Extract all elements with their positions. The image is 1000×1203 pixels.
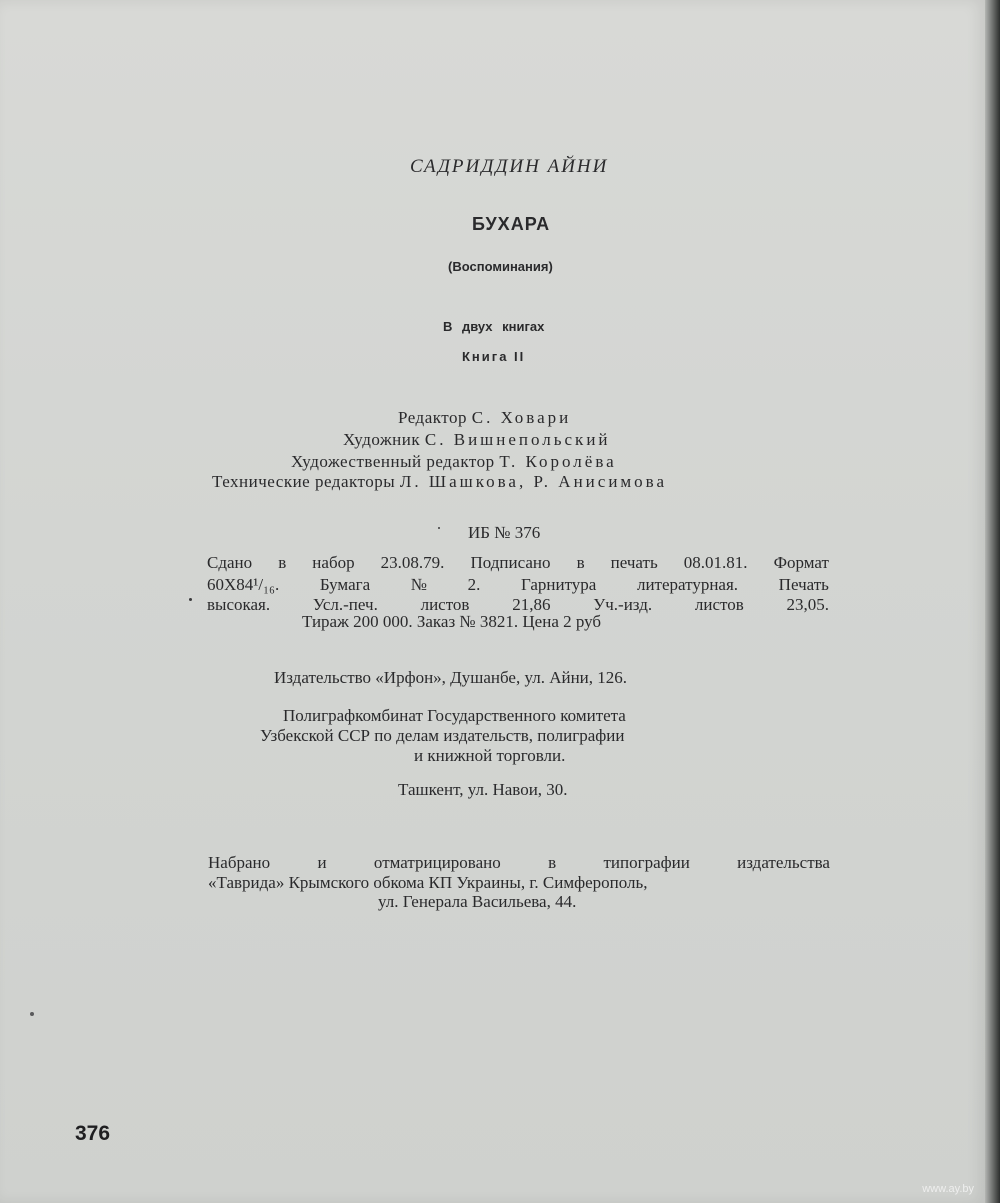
word: и — [317, 853, 327, 872]
publisher-address: Издательство «Ирфон», Душанбе, ул. Айни, 126. — [274, 668, 628, 687]
imprint-line-2 — [207, 575, 829, 595]
word: листов — [694, 595, 744, 614]
credit-role: Художник — [343, 430, 421, 449]
word: типографии — [603, 853, 690, 872]
word: Набрано — [208, 853, 271, 872]
watermark: www.ay.by — [922, 1183, 974, 1195]
word: в — [576, 553, 585, 572]
credit-name: С. Ховари — [471, 408, 572, 427]
credit-name: С. Вишнепольский — [424, 430, 611, 449]
word: Формат — [773, 553, 829, 572]
credit-artist — [343, 430, 611, 450]
ink-speck — [189, 598, 192, 601]
credit-art-editor — [291, 452, 617, 472]
word: печать — [610, 553, 658, 572]
word: Печать — [778, 575, 829, 594]
credit-role: Художественный редактор — [291, 452, 495, 471]
ink-speck — [438, 527, 440, 529]
credit-role: Технические редакторы — [212, 472, 396, 491]
word: набор — [312, 553, 355, 572]
typeset-line-3: ул. Генерала Васильева, 44. — [378, 892, 577, 911]
ink-speck — [30, 1012, 34, 1016]
word: 60Х84¹/₁₆. — [207, 575, 280, 594]
imprint-line-4: Тираж 200 000. Заказ № 3821. Цена 2 руб — [302, 612, 602, 631]
word: в — [548, 853, 557, 872]
word: Сдано — [207, 553, 253, 572]
ib-number: ИБ № 376 — [468, 523, 541, 542]
word: 08.01.81. — [683, 553, 748, 572]
printer-address: Ташкент, ул. Навои, 30. — [398, 780, 568, 799]
word: Усл.-печ. — [312, 595, 378, 614]
volumes-note: В двух книгах — [443, 319, 545, 334]
imprint-line-1 — [207, 553, 829, 573]
word: в — [278, 553, 287, 572]
word: 23,05. — [786, 595, 829, 614]
typeset-line-1 — [208, 853, 830, 873]
credit-tech-editors — [212, 472, 667, 492]
word: Подписано — [470, 553, 551, 572]
word: Бумага — [319, 575, 371, 594]
word: листов — [420, 595, 470, 614]
word: отматрицировано — [373, 853, 501, 872]
book-title: БУХАРА — [472, 214, 551, 234]
word: издательства — [737, 853, 830, 872]
book-subtitle: (Воспоминания) — [448, 259, 553, 274]
word: № — [410, 575, 427, 594]
word: 23.08.79. — [380, 553, 445, 572]
page-number: 376 — [75, 1122, 111, 1145]
word: литературная. — [636, 575, 739, 594]
word: 21,86 — [512, 595, 551, 614]
book-number: Книга II — [462, 349, 526, 364]
credit-name: Т. Королёва — [499, 452, 617, 471]
word: высокая. — [207, 595, 271, 614]
word: Гарнитура — [520, 575, 597, 594]
credit-editor — [398, 408, 571, 428]
word: Уч.-изд. — [593, 595, 653, 614]
typeset-line-2: «Таврида» Крымского обкома КП Украины, г. Симферополь, — [208, 873, 648, 892]
printer-line-2: Узбекской ССР по делам издательств, полиграфии — [260, 726, 625, 745]
printer-line-3: и книжной торговли. — [414, 746, 566, 765]
page-edge-shadow — [985, 0, 1000, 1203]
credit-role: Редактор — [398, 408, 467, 427]
credit-name: Л. Шашкова, Р. Анисимова — [399, 472, 668, 491]
author-name: САДРИДДИН АЙНИ — [410, 156, 609, 177]
printer-line-1: Полиграфкомбинат Государственного комитета — [283, 706, 626, 725]
word: 2. — [467, 575, 481, 594]
